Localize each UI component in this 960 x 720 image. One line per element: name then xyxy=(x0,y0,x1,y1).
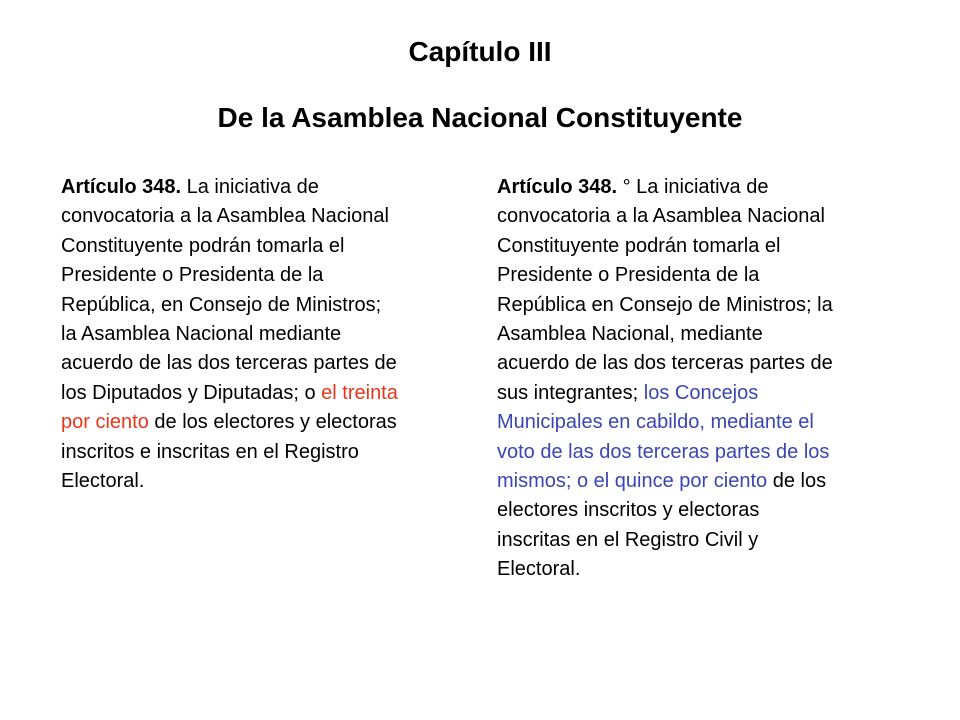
body-text: de los electores y electoras xyxy=(148,411,397,434)
body-text: ° La iniciativa de xyxy=(617,176,769,198)
body-text: Constituyente podrán tomarla el xyxy=(61,234,345,257)
body-text: de los xyxy=(767,470,827,493)
text-line xyxy=(61,408,398,437)
body-text: Asamblea Nacional, mediante xyxy=(497,323,763,346)
text-line xyxy=(61,232,398,261)
text-line xyxy=(497,438,833,467)
text-line xyxy=(61,202,398,231)
body-text: convocatoria a la Asamblea Nacional xyxy=(497,205,825,228)
text-line xyxy=(61,379,398,408)
highlighted-text-blue: Municipales en cabildo, mediante el xyxy=(497,411,814,434)
text-line xyxy=(61,349,398,378)
text-line xyxy=(497,379,833,408)
body-text: acuerdo de las dos terceras partes de xyxy=(61,352,397,375)
text-line xyxy=(497,320,833,349)
highlighted-text-blue: los Concejos xyxy=(643,381,759,404)
highlighted-text-red: por ciento xyxy=(61,411,149,434)
body-text: Presidente o Presidenta de la xyxy=(497,264,760,287)
text-line xyxy=(497,496,833,525)
text-line xyxy=(61,438,398,467)
body-text: República, en Consejo de Ministros; xyxy=(61,293,382,316)
body-text: acuerdo de las dos terceras partes de xyxy=(497,352,833,375)
text-line xyxy=(497,232,833,261)
text-line xyxy=(497,202,833,231)
body-text: Constituyente podrán tomarla el xyxy=(497,234,781,257)
body-text: electores inscritos y electoras xyxy=(497,499,760,522)
body-text: inscritos e inscritas en el Registro xyxy=(61,440,359,463)
body-text: convocatoria a la Asamblea Nacional xyxy=(61,205,389,228)
text-line xyxy=(497,349,833,378)
text-line xyxy=(497,408,833,437)
article-heading: Artículo 348. xyxy=(497,176,618,198)
highlighted-text-blue: voto de las dos terceras partes de los xyxy=(497,440,830,463)
text-line xyxy=(61,320,398,349)
text-line xyxy=(497,261,833,290)
section-title: De la Asamblea Nacional Constituyente xyxy=(217,102,743,133)
article-348-original xyxy=(61,173,398,496)
highlighted-text-red: el treinta xyxy=(321,381,398,404)
text-line xyxy=(61,291,398,320)
text-line xyxy=(61,173,398,202)
text-line xyxy=(497,291,833,320)
body-text: Presidente o Presidenta de la xyxy=(61,264,324,287)
body-text: la Asamblea Nacional mediante xyxy=(61,323,342,346)
body-text: Electoral. xyxy=(61,470,145,493)
text-line xyxy=(497,173,833,202)
text-line xyxy=(497,555,833,584)
body-text: La iniciativa de xyxy=(181,176,319,198)
article-heading: Artículo 348. xyxy=(61,176,182,198)
body-text: Electoral. xyxy=(497,558,581,581)
highlighted-text-blue: mismos; o el quince por ciento xyxy=(497,470,768,493)
text-line xyxy=(61,467,398,496)
body-text: inscritas en el Registro Civil y xyxy=(497,528,759,551)
body-text: sus integrantes; xyxy=(497,381,644,404)
text-line xyxy=(61,261,398,290)
body-text: República en Consejo de Ministros; la xyxy=(497,293,833,316)
article-348-amended xyxy=(497,173,833,585)
text-line xyxy=(497,526,833,555)
body-text: los Diputados y Diputadas; o xyxy=(61,381,322,404)
text-line xyxy=(497,467,833,496)
chapter-title: Capítulo III xyxy=(408,36,552,67)
